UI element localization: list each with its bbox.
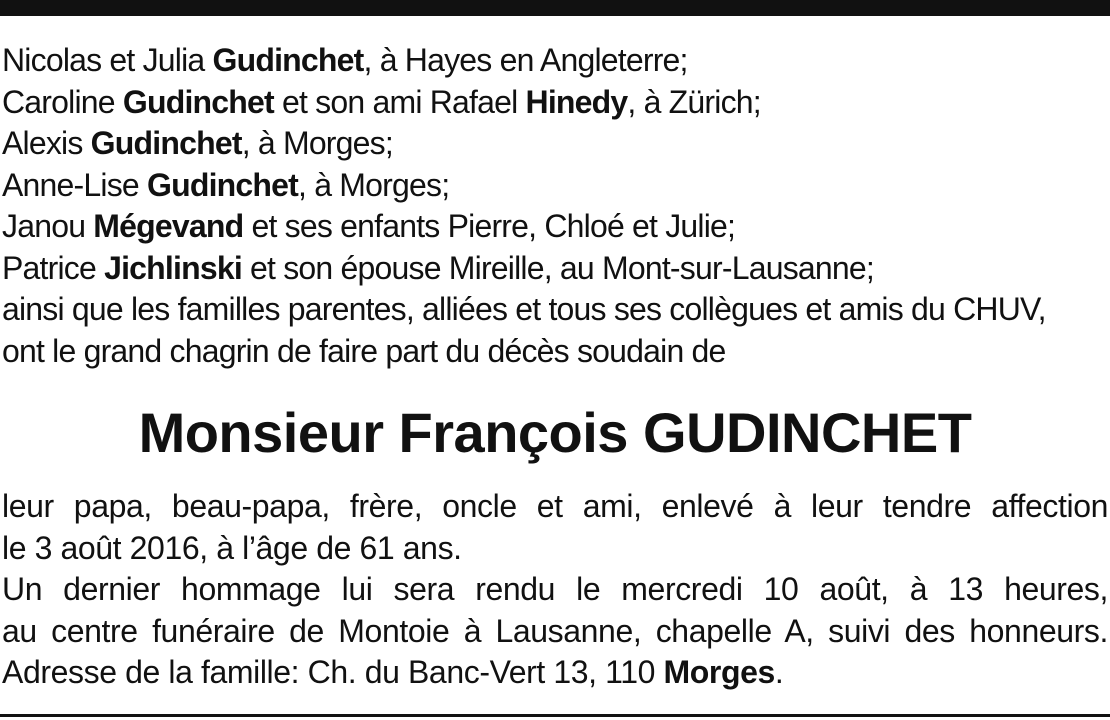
mourner-surname: Gudinchet — [122, 83, 274, 120]
mourner-given-names: Janou — [2, 208, 94, 244]
mourners-list — [2, 40, 1108, 372]
mourner-location: et son épouse Mireille, au Mont-sur-Lausanne; — [241, 249, 874, 286]
mourner-surname: Gudinchet — [212, 42, 364, 78]
mourner-surname: Hinedy — [525, 83, 628, 120]
notice-body — [2, 486, 1108, 694]
mourner-surname: Gudinchet — [147, 166, 299, 203]
mourner-surname: Gudinchet — [90, 125, 242, 161]
mourner-location: , à Morges; — [241, 125, 393, 161]
address-text: Adresse de la famille: Ch. du Banc-Vert 13, 110 — [2, 654, 664, 690]
bottom-rule — [0, 714, 1110, 717]
announcement-line: ont le grand chagrin de faire part du décès soudain de — [2, 332, 726, 369]
mourner-line — [2, 206, 1108, 248]
family-address — [2, 652, 1108, 694]
mourner-line — [2, 248, 1108, 290]
mourner-location: , à Zürich; — [627, 83, 761, 120]
body-line: au centre funéraire de Montoie à Lausanne, chapelle A, suivi des honneurs. — [2, 612, 1108, 649]
address-end: . — [774, 654, 784, 690]
deceased-name: Monsieur François GUDINCHET — [138, 401, 972, 464]
mourner-surname: Jichlinski — [104, 249, 242, 286]
mourner-surname: Mégevand — [93, 208, 244, 244]
mourner-line — [2, 40, 1108, 82]
body-line: Un dernier hommage lui sera rendu le mercredi 10 août, à 13 heures, — [2, 571, 1108, 607]
mourner-given-names: Patrice — [2, 249, 105, 286]
mourner-line — [2, 165, 1108, 207]
top-rule — [0, 0, 1110, 16]
body-line: le 3 août 2016, à l’âge de 61 ans. — [2, 529, 462, 566]
mourner-location: , à Morges; — [298, 166, 450, 203]
mourner-given-names: Alexis — [2, 125, 91, 161]
mourner-relation: et son ami Rafael — [273, 83, 526, 120]
mourner-given-names: Caroline — [2, 83, 123, 120]
mourner-given-names: Nicolas et Julia — [2, 42, 213, 78]
mourner-line — [2, 123, 1108, 165]
mourner-given-names: Anne-Lise — [2, 166, 147, 203]
address-town: Morges — [663, 654, 775, 690]
body-line: leur papa, beau-papa, frère, oncle et ami, enlevé à leur tendre affection — [2, 488, 1108, 524]
families-line: ainsi que les familles parentes, alliées et tous ses collègues et amis du CHUV, — [2, 291, 1046, 327]
mourner-location: et ses enfants Pierre, Chloé et Julie; — [243, 208, 736, 244]
mourner-line — [2, 82, 1108, 124]
mourner-location: , à Hayes en Angleterre; — [363, 42, 688, 78]
